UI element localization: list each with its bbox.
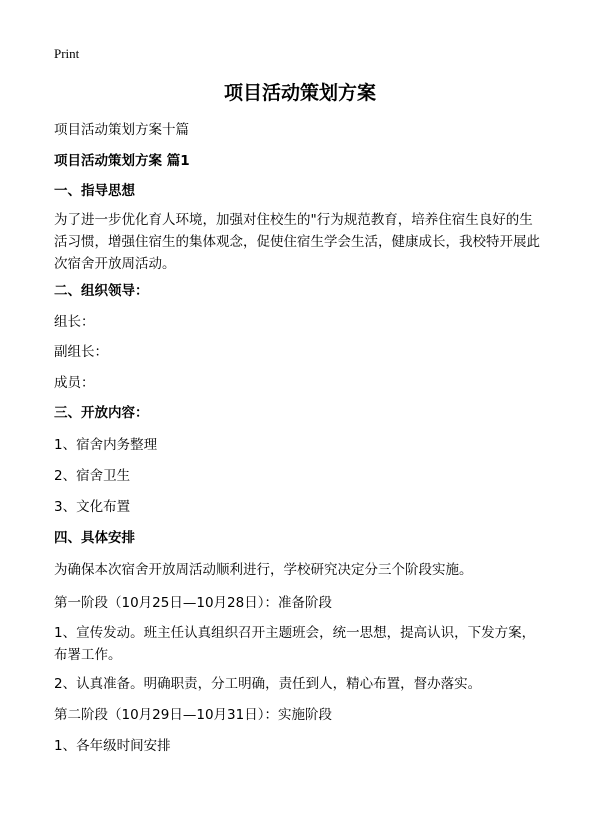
guiding-ideology-paragraph bbox=[54, 209, 540, 275]
stage2-item1: 1、各年级时间安排 bbox=[54, 738, 171, 754]
list-item: 2、宿舍卫生 bbox=[54, 468, 131, 484]
paragraph-line: 布署工作。 bbox=[54, 647, 122, 663]
vice-leader-label: 副组长： bbox=[54, 344, 108, 360]
members-label: 成员： bbox=[54, 375, 95, 391]
list-item: 1、宿舍内务整理 bbox=[54, 437, 158, 453]
section-heading-open-content: 三、开放内容： bbox=[54, 405, 149, 421]
section-heading-guiding-ideology: 一、指导思想 bbox=[54, 183, 135, 199]
stage2-title: 第二阶段（10月29日—10月31日）：实施阶段 bbox=[54, 707, 332, 723]
paragraph-line: 次宿舍开放周活动。 bbox=[54, 256, 176, 272]
document-subtitle: 项目活动策划方案十篇 bbox=[54, 122, 189, 138]
stage1-item2: 2、认真准备。明确职责，分工明确，责任到人，精心布置，督办落实。 bbox=[54, 676, 482, 692]
paragraph-line: 活习惯，增强住宿生的集体观念，促使住宿生学会生活，健康成长，我校特开展此 bbox=[54, 234, 540, 250]
stage1-item1-paragraph bbox=[54, 622, 535, 666]
article-heading: 项目活动策划方案 篇1 bbox=[54, 153, 190, 169]
stage1-title: 第一阶段（10月25日—10月28日）：准备阶段 bbox=[54, 595, 332, 611]
leader-label: 组长： bbox=[54, 314, 95, 330]
document-title: 项目活动策划方案 bbox=[223, 82, 376, 104]
arrangement-intro: 为确保本次宿舍开放周活动顺利进行，学校研究决定分三个阶段实施。 bbox=[54, 562, 473, 578]
list-item: 3、文化布置 bbox=[54, 499, 131, 515]
paragraph-line: 1、宣传发动。班主任认真组织召开主题班会，统一思想，提高认识，下发方案， bbox=[54, 625, 536, 641]
section-heading-arrangement: 四、具体安排 bbox=[54, 530, 135, 546]
print-label: Print bbox=[54, 46, 80, 61]
section-heading-organization: 二、组织领导： bbox=[54, 283, 149, 299]
paragraph-line: 为了进一步优化育人环境，加强对住校生的"行为规范教育，培养住宿生良好的生 bbox=[54, 212, 533, 228]
